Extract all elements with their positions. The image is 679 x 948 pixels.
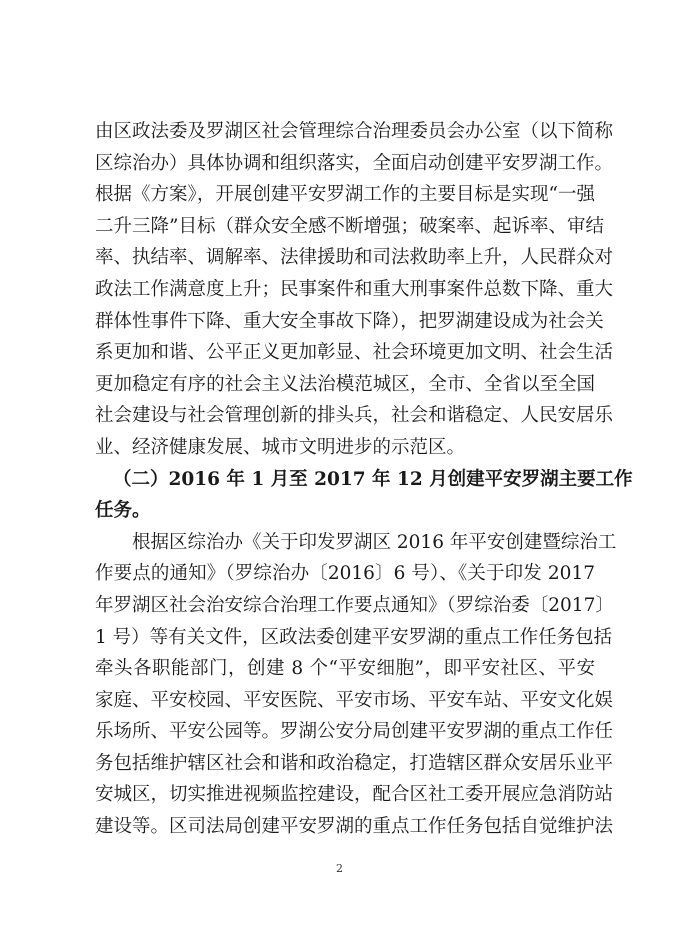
text-line: 率、执结率、调解率、法律援助和司法救助率上升，人民群众对	[95, 247, 614, 269]
text-line: 二升三降”目标（群众安全感不断增强；破案率、起诉率、审结	[95, 215, 604, 237]
text-line: 1 号）等有关文件，区政法委创建平安罗湖的重点工作任务包括	[95, 626, 613, 648]
text-line: 由区政法委及罗湖区社会管理综合治理委员会办公室（以下简称	[95, 121, 614, 142]
text-line: 牵头各职能部门，创建 8 个“平安细胞”，即平安社区、平安	[95, 658, 595, 680]
text-line: 年罗湖区社会治安综合治理工作要点通知》（罗综治委〔2017〕	[95, 594, 614, 616]
text-line: 作要点的通知》（罗综治办〔2016〕6 号）、《关于印发 2017	[95, 563, 595, 585]
text-line: 社会建设与社会管理创新的排头兵，社会和谐稳定、人民安居乐	[95, 405, 614, 427]
text-line: 区综治办）具体协调和组织落实，全面启动创建平安罗湖工作。	[95, 152, 614, 174]
text-line: 根据区综治办《关于印发罗湖区 2016 年平安创建暨综治工	[132, 531, 617, 553]
section-heading: （二）2016 年 1 月至 2017 年 12 月创建平安罗湖主要工作	[113, 468, 633, 490]
section-heading: 任务。	[95, 500, 151, 522]
text-line: 务包括维护辖区社会和谐和政治稳定，打造辖区群众安居乐业平	[95, 752, 614, 774]
page-number: 2	[336, 862, 343, 875]
text-line: 政法工作满意度上升；民事案件和重大刑事案件总数下降、重大	[95, 278, 614, 300]
body-text	[95, 116, 633, 843]
text-line: 建设等。区司法局创建平安罗湖的重点工作任务包括自觉维护法	[95, 816, 614, 838]
text-line: 安城区，切实推进视频监控建设，配合区社工委开展应急消防站	[95, 784, 614, 806]
text-line: 家庭、平安校园、平安医院、平安市场、平安车站、平安文化娱	[95, 689, 614, 711]
text-line: 更加稳定有序的社会主义法治模范城区，全市、全省以至全国	[95, 373, 595, 395]
text-line: 群体性事件下降、重大安全事故下降），把罗湖建设成为社会关	[95, 310, 604, 332]
text-line: 业、经济健康发展、城市文明进步的示范区。	[95, 436, 466, 458]
text-line: 系更加和谐、公平正义更加彰显、社会环境更加文明、社会生活	[95, 342, 614, 364]
text-line: 根据《方案》，开展创建平安罗湖工作的主要目标是实现“一强	[95, 184, 595, 206]
text-line: 乐场所、平安公园等。罗湖公安分局创建平安罗湖的重点工作任	[95, 721, 614, 743]
